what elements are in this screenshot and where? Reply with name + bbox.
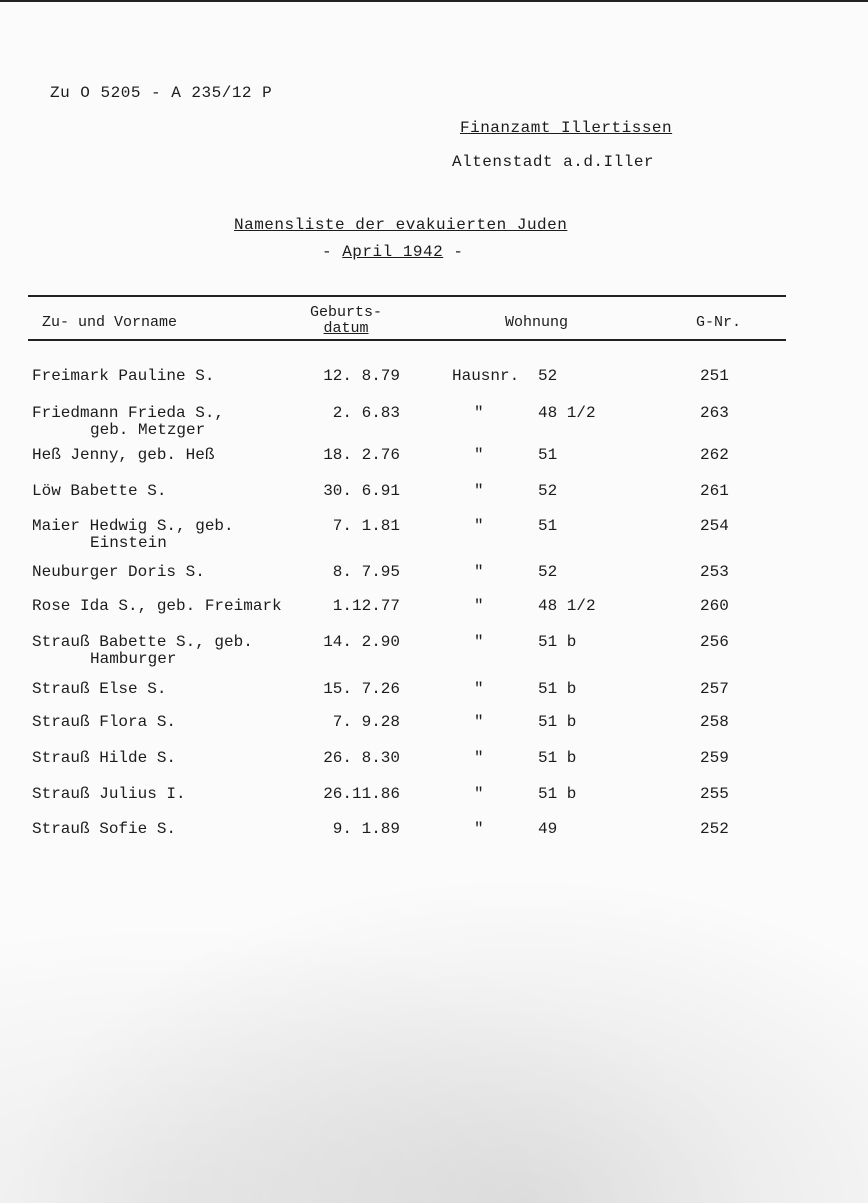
row-residence: 52 [538, 482, 558, 500]
row-residence: 51 b [538, 785, 577, 803]
table-header-rule [28, 339, 786, 341]
row-name [32, 446, 214, 464]
row-gnr: 258 [700, 713, 729, 731]
row-gnr: 252 [700, 820, 729, 838]
header-birth-line1: Geburts- [310, 304, 383, 321]
document-title: Namensliste der evakuierten Juden [234, 216, 568, 234]
row-birthdate: 26. 8.30 [323, 749, 400, 767]
office-location: Altenstadt a.d.Iller [452, 153, 655, 171]
row-birthdate: 9. 1.89 [332, 820, 400, 838]
row-name-line2: geb. Metzger [90, 421, 206, 439]
row-name-line1: Löw Babette S. [32, 482, 167, 500]
row-name [32, 404, 224, 439]
date-text: April 1942 [342, 243, 444, 261]
row-name-line1: Heß Jenny, geb. Heß [32, 446, 215, 464]
row-name [32, 633, 253, 668]
date-suffix: - [443, 243, 464, 261]
row-residence: 51 [538, 517, 558, 535]
row-name-line1: Freimark Pauline S. [32, 367, 215, 385]
row-birthdate: 30. 6.91 [323, 482, 400, 500]
reference-number: Zu O 5205 - A 235/12 P [50, 84, 273, 102]
residence-prefix: Hausnr. [452, 367, 520, 385]
row-residence: 48 1/2 [538, 404, 596, 422]
ditto-mark: " [474, 517, 484, 535]
date-prefix: - [322, 243, 343, 261]
ditto-mark: " [474, 563, 484, 581]
row-residence: 51 b [538, 749, 577, 767]
row-name [32, 680, 166, 698]
row-gnr: 261 [700, 482, 729, 500]
header-gnr: G-Nr. [696, 314, 742, 331]
row-gnr: 260 [700, 597, 729, 615]
row-name [32, 563, 205, 581]
row-gnr: 259 [700, 749, 729, 767]
row-name-line1: Strauß Flora S. [32, 713, 177, 731]
row-name [32, 517, 234, 552]
ditto-mark: " [474, 597, 484, 615]
document-date [322, 243, 463, 261]
row-birthdate: 15. 7.26 [323, 680, 400, 698]
row-residence: 51 b [538, 633, 577, 651]
row-birthdate: 2. 6.83 [332, 404, 400, 422]
row-residence: 51 b [538, 713, 577, 731]
row-name-line1: Maier Hedwig S., geb. [32, 517, 234, 535]
row-name-line1: Strauß Hilde S. [32, 749, 177, 767]
header-birth-line2: datum [323, 320, 369, 337]
ditto-mark: " [474, 749, 484, 767]
header-residence: Wohnung [505, 314, 569, 331]
row-name-line1: Strauß Else S. [32, 680, 167, 698]
row-name [32, 597, 282, 615]
row-gnr: 254 [700, 517, 729, 535]
row-name-line2: Hamburger [90, 650, 177, 668]
row-name-line1: Rose Ida S., geb. Freimark [32, 597, 282, 615]
row-name-line1: Strauß Julius I. [32, 785, 186, 803]
row-gnr: 255 [700, 785, 729, 803]
row-name-line2: Einstein [90, 534, 167, 552]
ditto-mark: " [474, 713, 484, 731]
table-top-rule [28, 295, 786, 297]
row-residence: 49 [538, 820, 558, 838]
row-birthdate: 7. 9.28 [332, 713, 400, 731]
row-birthdate: 26.11.86 [323, 785, 400, 803]
row-name [32, 367, 214, 385]
row-name-line1: Friedmann Frieda S., [32, 404, 225, 422]
row-residence: 51 [538, 446, 558, 464]
row-birthdate: 12. 8.79 [323, 367, 400, 385]
row-birthdate: 14. 2.90 [323, 633, 400, 651]
ditto-mark: " [474, 446, 484, 464]
row-birthdate: 18. 2.76 [323, 446, 400, 464]
row-name [32, 713, 176, 731]
row-name [32, 820, 176, 838]
row-gnr: 263 [700, 404, 729, 422]
row-gnr: 256 [700, 633, 729, 651]
scan-noise [0, 873, 868, 1203]
row-gnr: 257 [700, 680, 729, 698]
row-birthdate: 1.12.77 [332, 597, 400, 615]
header-name: Zu- und Vorname [42, 314, 178, 331]
row-gnr: 262 [700, 446, 729, 464]
ditto-mark: " [474, 633, 484, 651]
ditto-mark: " [474, 680, 484, 698]
row-residence: 48 1/2 [538, 597, 596, 615]
office-name: Finanzamt Illertissen [460, 119, 673, 137]
row-name-line1: Strauß Sofie S. [32, 820, 177, 838]
row-residence: 52 [538, 367, 558, 385]
row-residence: 51 b [538, 680, 577, 698]
ditto-mark: " [474, 404, 484, 422]
ditto-mark: " [474, 785, 484, 803]
row-birthdate: 7. 1.81 [332, 517, 400, 535]
row-gnr: 251 [700, 367, 729, 385]
ditto-mark: " [474, 482, 484, 500]
row-name-line1: Strauß Babette S., geb. [32, 633, 253, 651]
row-birthdate: 8. 7.95 [332, 563, 400, 581]
row-gnr: 253 [700, 563, 729, 581]
header-birthdate [310, 305, 382, 337]
row-name [32, 749, 176, 767]
row-name [32, 482, 166, 500]
row-name [32, 785, 186, 803]
ditto-mark: " [474, 820, 484, 838]
row-residence: 52 [538, 563, 558, 581]
row-name-line1: Neuburger Doris S. [32, 563, 205, 581]
